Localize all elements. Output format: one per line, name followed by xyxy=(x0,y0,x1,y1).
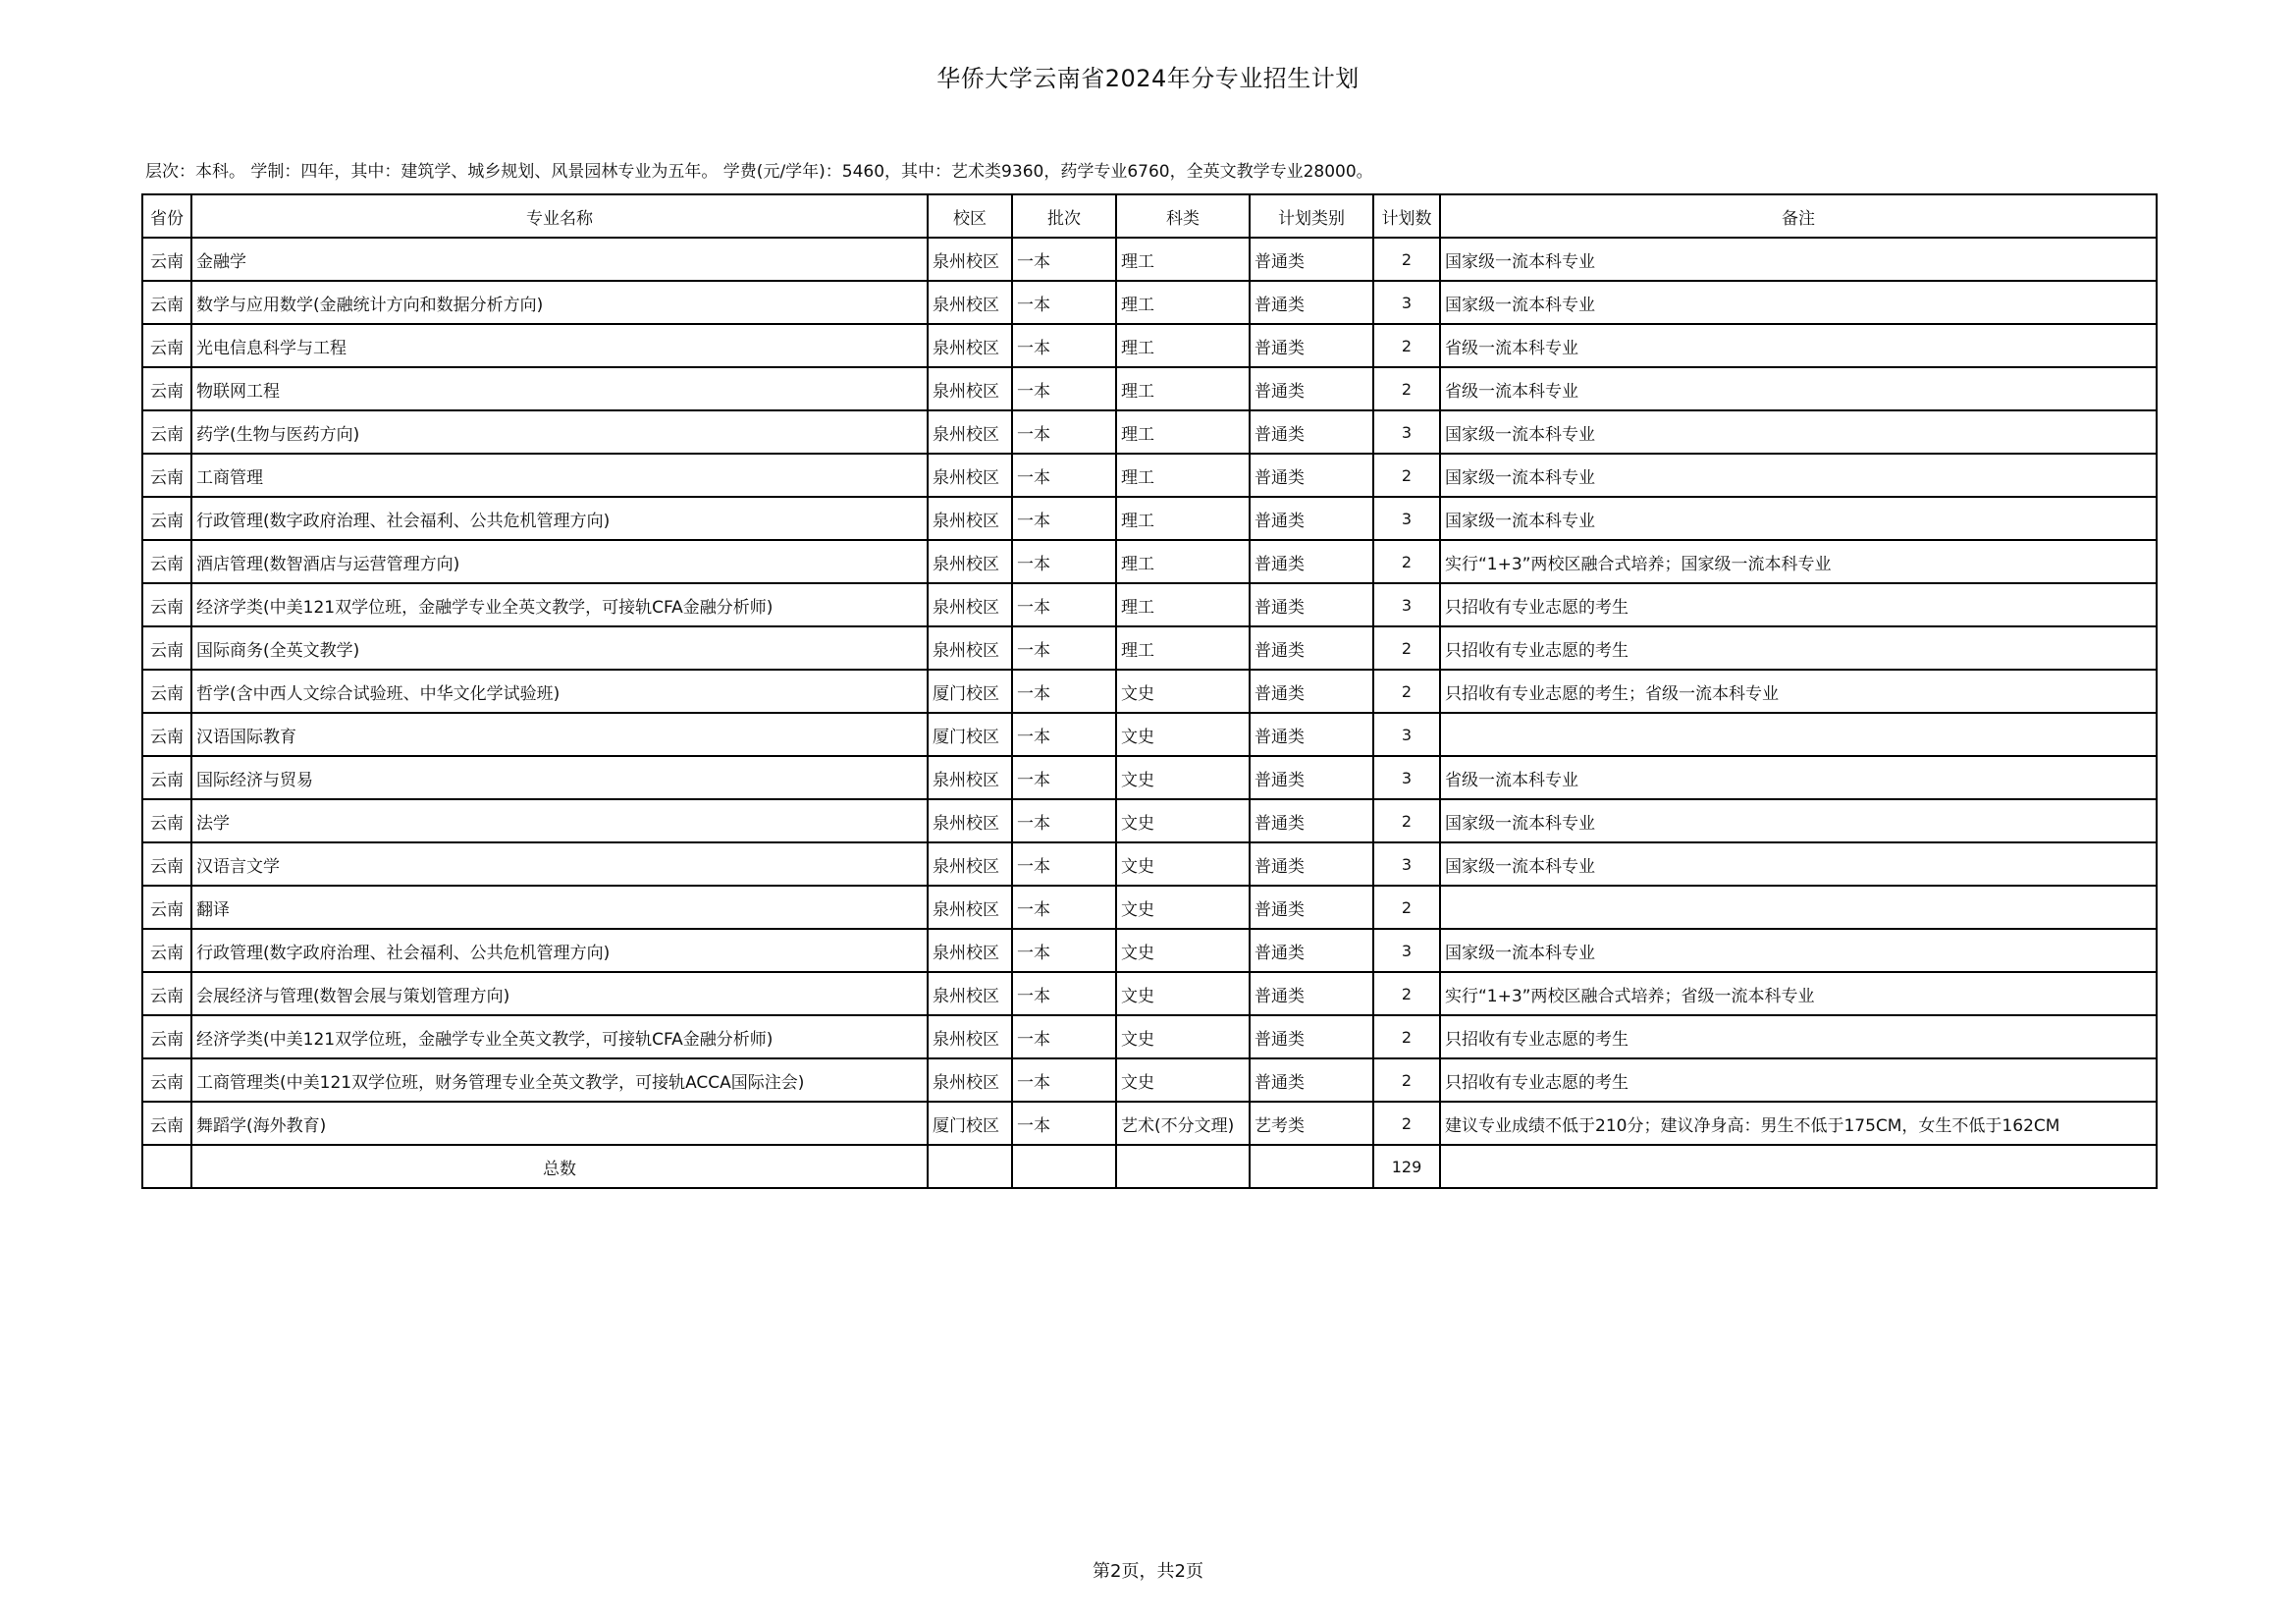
total-batch-cell xyxy=(1012,1145,1116,1188)
province-cell: 云南 xyxy=(142,583,191,626)
count-cell: 2 xyxy=(1373,454,1440,497)
plan-type-cell: 普通类 xyxy=(1250,972,1373,1015)
count-cell: 3 xyxy=(1373,756,1440,799)
category-cell: 理工 xyxy=(1116,238,1250,281)
campus-cell: 泉州校区 xyxy=(928,454,1012,497)
count-cell: 2 xyxy=(1373,367,1440,410)
province-cell: 云南 xyxy=(142,670,191,713)
header-province: 省份 xyxy=(142,194,191,238)
campus-cell: 泉州校区 xyxy=(928,972,1012,1015)
page-title: 华侨大学云南省2024年分专业招生计划 xyxy=(936,65,1360,92)
category-cell: 理工 xyxy=(1116,626,1250,670)
plan-type-cell: 普通类 xyxy=(1250,756,1373,799)
count-cell: 3 xyxy=(1373,281,1440,324)
province-cell: 云南 xyxy=(142,497,191,540)
count-cell: 3 xyxy=(1373,929,1440,972)
total-campus-cell xyxy=(928,1145,1012,1188)
note-cell: 只招收有专业志愿的考生 xyxy=(1440,1015,2157,1058)
count-cell: 3 xyxy=(1373,497,1440,540)
batch-cell: 一本 xyxy=(1012,1058,1116,1102)
count-cell: 2 xyxy=(1373,1015,1440,1058)
note-cell: 省级一流本科专业 xyxy=(1440,324,2157,367)
major-cell: 酒店管理(数智酒店与运营管理方向) xyxy=(191,540,928,583)
major-cell: 光电信息科学与工程 xyxy=(191,324,928,367)
count-cell: 2 xyxy=(1373,670,1440,713)
campus-cell: 泉州校区 xyxy=(928,799,1012,842)
plan-type-cell: 普通类 xyxy=(1250,626,1373,670)
note-cell: 省级一流本科专业 xyxy=(1440,756,2157,799)
table-row xyxy=(142,1015,2157,1058)
batch-cell: 一本 xyxy=(1012,497,1116,540)
province-cell: 云南 xyxy=(142,238,191,281)
category-cell: 理工 xyxy=(1116,540,1250,583)
table-row xyxy=(142,756,2157,799)
count-cell: 2 xyxy=(1373,324,1440,367)
major-cell: 工商管理类(中美121双学位班，财务管理专业全英文教学，可接轨ACCA国际注会) xyxy=(191,1058,928,1102)
note-cell: 国家级一流本科专业 xyxy=(1440,281,2157,324)
table-row xyxy=(142,540,2157,583)
batch-cell: 一本 xyxy=(1012,713,1116,756)
batch-cell: 一本 xyxy=(1012,410,1116,454)
province-cell: 云南 xyxy=(142,626,191,670)
province-cell: 云南 xyxy=(142,454,191,497)
batch-cell: 一本 xyxy=(1012,972,1116,1015)
note-cell: 实行“1+3”两校区融合式培养；国家级一流本科专业 xyxy=(1440,540,2157,583)
plan-type-cell: 艺考类 xyxy=(1250,1102,1373,1145)
header-major: 专业名称 xyxy=(191,194,928,238)
note-cell: 国家级一流本科专业 xyxy=(1440,497,2157,540)
batch-cell: 一本 xyxy=(1012,626,1116,670)
table-row xyxy=(142,929,2157,972)
major-cell: 舞蹈学(海外教育) xyxy=(191,1102,928,1145)
province-cell: 云南 xyxy=(142,1058,191,1102)
table-row xyxy=(142,238,2157,281)
major-cell: 药学(生物与医药方向) xyxy=(191,410,928,454)
campus-cell: 泉州校区 xyxy=(928,367,1012,410)
campus-cell: 泉州校区 xyxy=(928,540,1012,583)
province-cell: 云南 xyxy=(142,886,191,929)
count-cell: 2 xyxy=(1373,799,1440,842)
table-row xyxy=(142,972,2157,1015)
count-cell: 3 xyxy=(1373,410,1440,454)
plan-type-cell: 普通类 xyxy=(1250,238,1373,281)
table-row xyxy=(142,324,2157,367)
category-cell: 理工 xyxy=(1116,410,1250,454)
enrollment-plan-table xyxy=(141,193,2158,1189)
note-cell: 只招收有专业志愿的考生 xyxy=(1440,1058,2157,1102)
category-cell: 文史 xyxy=(1116,929,1250,972)
note-cell: 国家级一流本科专业 xyxy=(1440,454,2157,497)
plan-type-cell: 普通类 xyxy=(1250,324,1373,367)
table-row xyxy=(142,1058,2157,1102)
plan-type-cell: 普通类 xyxy=(1250,367,1373,410)
plan-type-cell: 普通类 xyxy=(1250,886,1373,929)
campus-cell: 泉州校区 xyxy=(928,324,1012,367)
category-cell: 文史 xyxy=(1116,842,1250,886)
category-cell: 理工 xyxy=(1116,583,1250,626)
table-row xyxy=(142,842,2157,886)
major-cell: 哲学(含中西人文综合试验班、中华文化学试验班) xyxy=(191,670,928,713)
enrollment-info: 层次：本科。 学制：四年，其中：建筑学、城乡规划、风景园林专业为五年。 学费(元/学年)：5460，其中：艺术类9360，药学专业6760，全英文教学专业28000。 xyxy=(145,162,1373,182)
batch-cell: 一本 xyxy=(1012,799,1116,842)
table-header-row xyxy=(142,194,2157,238)
plan-type-cell: 普通类 xyxy=(1250,454,1373,497)
category-cell: 艺术(不分文理) xyxy=(1116,1102,1250,1145)
batch-cell: 一本 xyxy=(1012,583,1116,626)
major-cell: 国际商务(全英文教学) xyxy=(191,626,928,670)
campus-cell: 泉州校区 xyxy=(928,929,1012,972)
campus-cell: 厦门校区 xyxy=(928,670,1012,713)
category-cell: 理工 xyxy=(1116,281,1250,324)
total-note-cell xyxy=(1440,1145,2157,1188)
major-cell: 经济学类(中美121双学位班，金融学专业全英文教学，可接轨CFA金融分析师) xyxy=(191,1015,928,1058)
header-category: 科类 xyxy=(1116,194,1250,238)
total-label: 总数 xyxy=(191,1145,928,1188)
province-cell: 云南 xyxy=(142,540,191,583)
batch-cell: 一本 xyxy=(1012,842,1116,886)
note-cell: 只招收有专业志愿的考生 xyxy=(1440,583,2157,626)
province-cell: 云南 xyxy=(142,972,191,1015)
province-cell: 云南 xyxy=(142,929,191,972)
batch-cell: 一本 xyxy=(1012,324,1116,367)
note-cell: 国家级一流本科专业 xyxy=(1440,410,2157,454)
note-cell xyxy=(1440,886,2157,929)
plan-type-cell: 普通类 xyxy=(1250,281,1373,324)
campus-cell: 泉州校区 xyxy=(928,497,1012,540)
table-row xyxy=(142,367,2157,410)
batch-cell: 一本 xyxy=(1012,367,1116,410)
province-cell: 云南 xyxy=(142,1102,191,1145)
header-campus: 校区 xyxy=(928,194,1012,238)
table-row xyxy=(142,281,2157,324)
plan-type-cell: 普通类 xyxy=(1250,799,1373,842)
category-cell: 文史 xyxy=(1116,886,1250,929)
category-cell: 理工 xyxy=(1116,497,1250,540)
batch-cell: 一本 xyxy=(1012,756,1116,799)
batch-cell: 一本 xyxy=(1012,886,1116,929)
plan-type-cell: 普通类 xyxy=(1250,1015,1373,1058)
campus-cell: 泉州校区 xyxy=(928,756,1012,799)
count-cell: 2 xyxy=(1373,540,1440,583)
campus-cell: 泉州校区 xyxy=(928,842,1012,886)
major-cell: 汉语言文学 xyxy=(191,842,928,886)
table-row xyxy=(142,713,2157,756)
note-cell: 建议专业成绩不低于210分；建议净身高：男生不低于175CM，女生不低于162CM xyxy=(1440,1102,2157,1145)
category-cell: 文史 xyxy=(1116,756,1250,799)
note-cell xyxy=(1440,713,2157,756)
province-cell: 云南 xyxy=(142,842,191,886)
major-cell: 金融学 xyxy=(191,238,928,281)
major-cell: 国际经济与贸易 xyxy=(191,756,928,799)
plan-type-cell: 普通类 xyxy=(1250,1058,1373,1102)
campus-cell: 泉州校区 xyxy=(928,583,1012,626)
batch-cell: 一本 xyxy=(1012,454,1116,497)
plan-type-cell: 普通类 xyxy=(1250,583,1373,626)
major-cell: 物联网工程 xyxy=(191,367,928,410)
province-cell: 云南 xyxy=(142,281,191,324)
major-cell: 行政管理(数字政府治理、社会福利、公共危机管理方向) xyxy=(191,929,928,972)
table-row xyxy=(142,886,2157,929)
campus-cell: 泉州校区 xyxy=(928,1015,1012,1058)
count-cell: 2 xyxy=(1373,1058,1440,1102)
category-cell: 文史 xyxy=(1116,670,1250,713)
campus-cell: 泉州校区 xyxy=(928,238,1012,281)
total-row xyxy=(142,1145,2157,1188)
count-cell: 2 xyxy=(1373,626,1440,670)
batch-cell: 一本 xyxy=(1012,540,1116,583)
province-cell: 云南 xyxy=(142,410,191,454)
category-cell: 理工 xyxy=(1116,367,1250,410)
table-row xyxy=(142,583,2157,626)
batch-cell: 一本 xyxy=(1012,670,1116,713)
province-cell: 云南 xyxy=(142,713,191,756)
count-cell: 2 xyxy=(1373,1102,1440,1145)
category-cell: 文史 xyxy=(1116,713,1250,756)
count-cell: 3 xyxy=(1373,583,1440,626)
table-row xyxy=(142,626,2157,670)
header-note: 备注 xyxy=(1440,194,2157,238)
plan-type-cell: 普通类 xyxy=(1250,929,1373,972)
note-cell: 国家级一流本科专业 xyxy=(1440,929,2157,972)
header-count: 计划数 xyxy=(1373,194,1440,238)
major-cell: 行政管理(数字政府治理、社会福利、公共危机管理方向) xyxy=(191,497,928,540)
plan-type-cell: 普通类 xyxy=(1250,540,1373,583)
page-footer: 第2页，共2页 xyxy=(1093,1561,1203,1582)
campus-cell: 泉州校区 xyxy=(928,410,1012,454)
total-count: 129 xyxy=(1373,1145,1440,1188)
table-row xyxy=(142,497,2157,540)
note-cell: 只招收有专业志愿的考生；省级一流本科专业 xyxy=(1440,670,2157,713)
major-cell: 法学 xyxy=(191,799,928,842)
campus-cell: 厦门校区 xyxy=(928,713,1012,756)
category-cell: 理工 xyxy=(1116,454,1250,497)
province-cell: 云南 xyxy=(142,324,191,367)
category-cell: 理工 xyxy=(1116,324,1250,367)
total-province-cell xyxy=(142,1145,191,1188)
total-plan-type-cell xyxy=(1250,1145,1373,1188)
note-cell: 省级一流本科专业 xyxy=(1440,367,2157,410)
category-cell: 文史 xyxy=(1116,1058,1250,1102)
plan-type-cell: 普通类 xyxy=(1250,670,1373,713)
major-cell: 经济学类(中美121双学位班，金融学专业全英文教学，可接轨CFA金融分析师) xyxy=(191,583,928,626)
note-cell: 只招收有专业志愿的考生 xyxy=(1440,626,2157,670)
major-cell: 数学与应用数学(金融统计方向和数据分析方向) xyxy=(191,281,928,324)
category-cell: 文史 xyxy=(1116,799,1250,842)
campus-cell: 泉州校区 xyxy=(928,1058,1012,1102)
province-cell: 云南 xyxy=(142,756,191,799)
province-cell: 云南 xyxy=(142,799,191,842)
batch-cell: 一本 xyxy=(1012,1102,1116,1145)
header-batch: 批次 xyxy=(1012,194,1116,238)
batch-cell: 一本 xyxy=(1012,929,1116,972)
count-cell: 2 xyxy=(1373,972,1440,1015)
campus-cell: 厦门校区 xyxy=(928,1102,1012,1145)
province-cell: 云南 xyxy=(142,367,191,410)
count-cell: 2 xyxy=(1373,238,1440,281)
note-cell: 实行“1+3”两校区融合式培养；省级一流本科专业 xyxy=(1440,972,2157,1015)
table-row xyxy=(142,670,2157,713)
batch-cell: 一本 xyxy=(1012,1015,1116,1058)
note-cell: 国家级一流本科专业 xyxy=(1440,238,2157,281)
category-cell: 文史 xyxy=(1116,972,1250,1015)
campus-cell: 泉州校区 xyxy=(928,626,1012,670)
plan-type-cell: 普通类 xyxy=(1250,842,1373,886)
count-cell: 2 xyxy=(1373,886,1440,929)
plan-type-cell: 普通类 xyxy=(1250,497,1373,540)
batch-cell: 一本 xyxy=(1012,238,1116,281)
plan-type-cell: 普通类 xyxy=(1250,713,1373,756)
category-cell: 文史 xyxy=(1116,1015,1250,1058)
major-cell: 工商管理 xyxy=(191,454,928,497)
major-cell: 会展经济与管理(数智会展与策划管理方向) xyxy=(191,972,928,1015)
count-cell: 3 xyxy=(1373,713,1440,756)
major-cell: 汉语国际教育 xyxy=(191,713,928,756)
table-row xyxy=(142,1102,2157,1145)
campus-cell: 泉州校区 xyxy=(928,281,1012,324)
plan-type-cell: 普通类 xyxy=(1250,410,1373,454)
campus-cell: 泉州校区 xyxy=(928,886,1012,929)
header-plan-type: 计划类别 xyxy=(1250,194,1373,238)
table-row xyxy=(142,799,2157,842)
count-cell: 3 xyxy=(1373,842,1440,886)
table-row xyxy=(142,410,2157,454)
total-category-cell xyxy=(1116,1145,1250,1188)
table-row xyxy=(142,454,2157,497)
note-cell: 国家级一流本科专业 xyxy=(1440,799,2157,842)
major-cell: 翻译 xyxy=(191,886,928,929)
batch-cell: 一本 xyxy=(1012,281,1116,324)
note-cell: 国家级一流本科专业 xyxy=(1440,842,2157,886)
province-cell: 云南 xyxy=(142,1015,191,1058)
